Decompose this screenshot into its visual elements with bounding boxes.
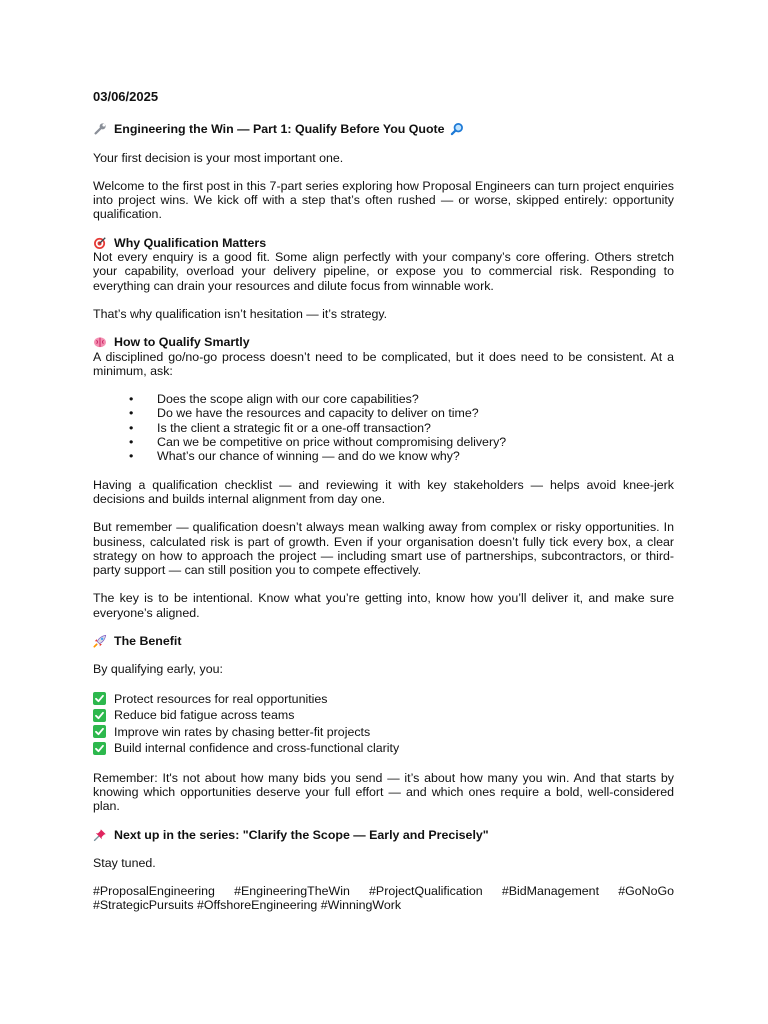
check-box-icon	[93, 692, 106, 705]
list-item: • Does the scope align with our core capabilities?	[157, 392, 674, 406]
check-box-icon	[93, 742, 106, 755]
list-item	[93, 691, 674, 708]
post-title-line	[93, 122, 674, 136]
benefit-list	[93, 691, 674, 757]
rocket-icon	[93, 634, 107, 648]
target-icon	[93, 236, 107, 250]
list-item: • What’s our chance of winning — and do we know why?	[157, 449, 674, 463]
strategy-line: That’s why qualification isn’t hesitation — it’s strategy.	[93, 306, 388, 321]
benefit-intro: By qualifying early, you:	[93, 662, 223, 677]
brain-icon	[93, 335, 107, 349]
remember-paragraph: But remember — qualification doesn’t always mean walking away from complex or risky opportunities. In business, calculated risk is part of growth. Even if your organisation doesn’t fully tick every box, a clear strategy on how to approach the project — including smart use of partnerships, subcontractors, or third-party support — can still position you to compete effectively.	[93, 520, 674, 578]
benefit-item-text: Improve win rates by chasing better-fit projects	[114, 724, 371, 739]
list-item	[93, 740, 674, 757]
why-heading	[93, 236, 674, 250]
why-paragraph: Not every enquiry is a good fit. Some align perfectly with your company’s core offering. Others stretch your capability, overload your delivery pipeline, or expose you to commercial risk. Responding to everything can drain your resources and dilute focus from winnable work.	[93, 250, 674, 293]
magnifier-icon	[450, 122, 464, 136]
benefit-item-text: Protect resources for real opportunities	[114, 691, 328, 706]
next-up-text: Next up in the series: "Clarify the Scope — Early and Precisely"	[114, 827, 489, 842]
check-box-icon	[93, 709, 106, 722]
list-item	[93, 724, 674, 741]
next-up-heading	[93, 828, 674, 842]
why-heading-text: Why Qualification Matters	[114, 235, 267, 250]
post-date: 03/06/2025	[93, 89, 159, 104]
list-item: • Can we be competitive on price without compromising delivery?	[157, 435, 674, 449]
stay-tuned: Stay tuned.	[93, 855, 156, 870]
checklist-paragraph: Having a qualification checklist — and reviewing it with key stakeholders — helps avoid knee-jerk decisions and builds internal alignment from day one.	[93, 477, 674, 506]
list-item: • Is the client a strategic fit or a one-off transaction?	[157, 421, 674, 435]
list-item: • Do we have the resources and capacity to deliver on time?	[157, 406, 674, 420]
benefit-item-text: Reduce bid fatigue across teams	[114, 708, 295, 723]
wrench-icon	[93, 122, 107, 136]
document-body	[93, 90, 674, 913]
how-heading	[93, 335, 674, 349]
welcome-paragraph: Welcome to the first post in this 7-part series exploring how Proposal Engineers can turn project enquiries into project wins. We kick off with a step that’s often rushed — or worse, skipped entirely: opportunity qualification.	[93, 178, 674, 222]
list-item	[93, 707, 674, 724]
benefit-heading	[93, 634, 674, 648]
how-heading-text: How to Qualify Smartly	[114, 335, 250, 350]
qualification-questions-list	[93, 392, 674, 463]
hashtags: #ProposalEngineering #EngineeringTheWin #ProjectQualification #BidManagement #GoNoGo #StrategicPursuits #OffshoreEngineering #WinningWork	[93, 884, 674, 913]
post-title: Engineering the Win — Part 1: Qualify Before You Quote	[114, 122, 445, 137]
closing-paragraph: Remember: It's not about how many bids you send — it’s about how many you win. And that starts by knowing which opportunities deserve your full effort — and which ones require a bold, well-considered plan.	[93, 770, 674, 814]
pushpin-icon	[93, 828, 107, 842]
benefit-heading-text: The Benefit	[114, 634, 182, 649]
benefit-item-text: Build internal confidence and cross-functional clarity	[114, 741, 400, 756]
how-paragraph: A disciplined go/no-go process doesn’t need to be complicated, but it does need to be consistent. At a minimum, ask:	[93, 349, 674, 378]
intentional-paragraph: The key is to be intentional. Know what you’re getting into, know how you’ll deliver it, and make sure everyone’s aligned.	[93, 591, 674, 620]
intro-paragraph: Your first decision is your most important one.	[93, 150, 344, 165]
check-box-icon	[93, 725, 106, 738]
